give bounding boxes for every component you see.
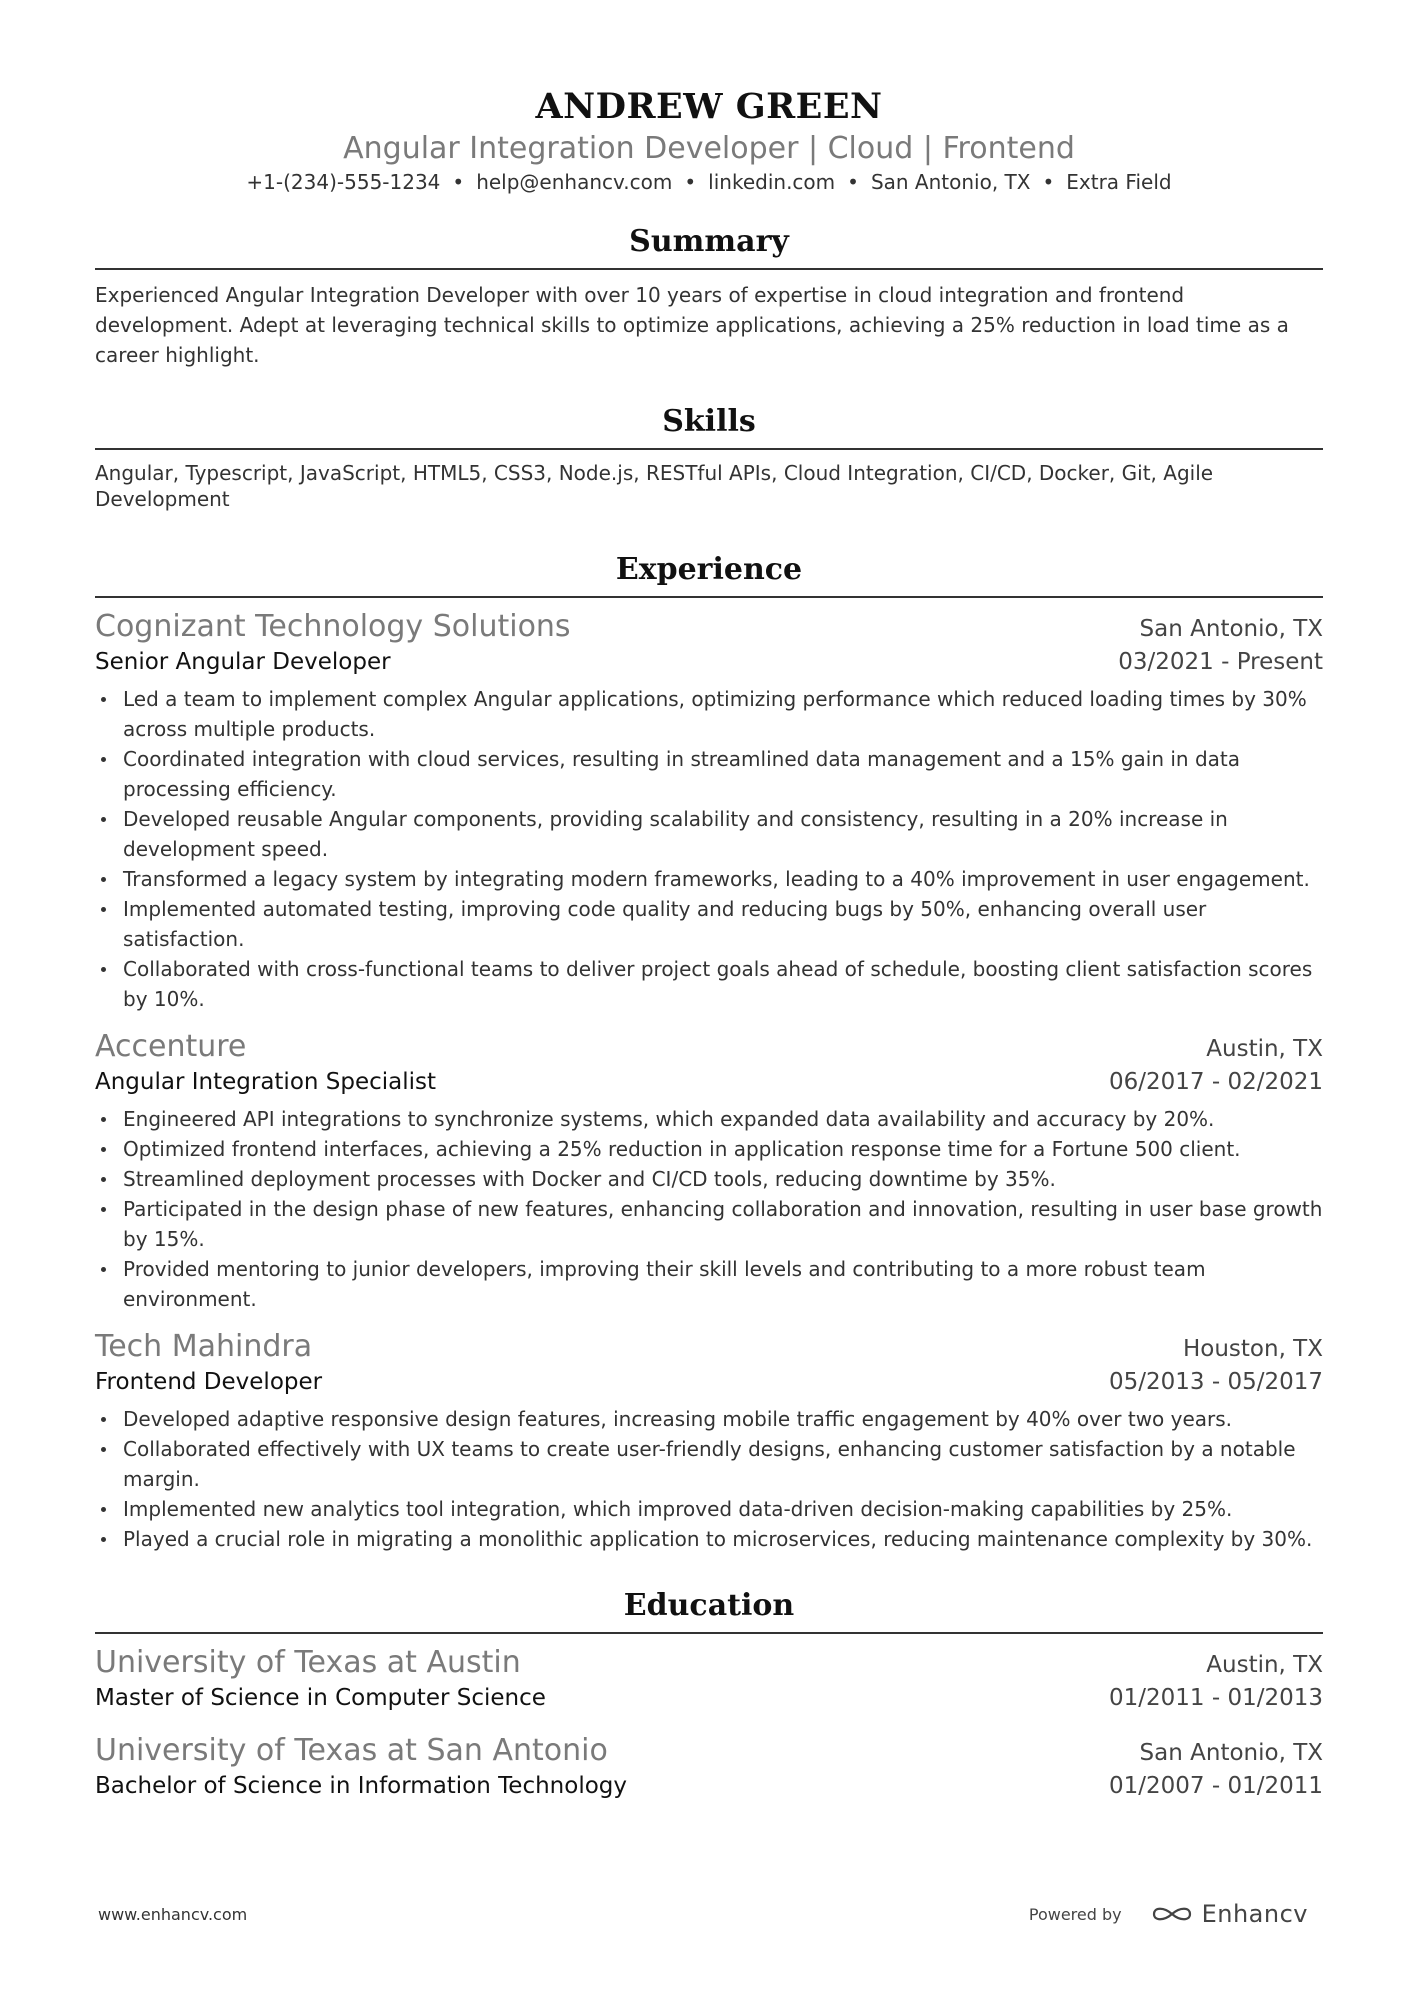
entry-header: [95, 608, 1323, 646]
bullet-text: Transformed a legacy system by integrating modern frameworks, leading to a 40% improvement in user engagement.: [123, 867, 1310, 891]
contact-separator: •: [1042, 170, 1055, 194]
degree-name: Bachelor of Science in Information Technology: [95, 1773, 627, 1799]
bullet-item: [95, 1194, 1323, 1254]
entry-header: [95, 1328, 1323, 1366]
footer-website-link[interactable]: www.enhancv.com: [98, 1904, 248, 1924]
job-location: Houston, TX: [1182, 1336, 1323, 1362]
bullet-dot-icon: [101, 1147, 106, 1152]
contact-linkedin: linkedin.com: [708, 170, 836, 194]
page-footer: [98, 1900, 1308, 1928]
job-dates: 06/2017 - 02/2021: [1108, 1069, 1323, 1095]
entry-subheader: [95, 1366, 1323, 1398]
job-dates: 03/2021 - Present: [1118, 649, 1323, 675]
bullet-item: [95, 1434, 1323, 1494]
bullet-dot-icon: [101, 817, 106, 822]
company-name: Tech Mahindra: [95, 1329, 313, 1364]
bullet-dot-icon: [101, 1117, 106, 1122]
education-dates: 01/2011 - 01/2013: [1108, 1685, 1323, 1711]
brand-link[interactable]: [1150, 1900, 1308, 1928]
bullet-dot-icon: [101, 1537, 106, 1542]
summary-text: Experienced Angular Integration Developer with over 10 years of expertise in cloud integration and frontend development. Adept at leveraging technical skills to optimize applications, achieving a 25% reduction in load time as a career highlight.: [95, 283, 1289, 367]
bullet-item: [95, 894, 1323, 954]
bullet-dot-icon: [101, 1417, 106, 1422]
job-title: Frontend Developer: [95, 1369, 323, 1395]
bullet-text: Developed adaptive responsive design features, increasing mobile traffic engagement by 40% over two years.: [123, 1407, 1233, 1431]
education-entry: [95, 1644, 1323, 1714]
bullet-text: Collaborated effectively with UX teams to create user-friendly designs, enhancing customer satisfaction by a notable margin.: [123, 1437, 1296, 1491]
bullet-item: [95, 1254, 1323, 1314]
school-name: University of Texas at Austin: [95, 1645, 521, 1680]
contact-separator: •: [684, 170, 697, 194]
bullet-text: Played a crucial role in migrating a monolithic application to microservices, reducing maintenance complexity by 30%.: [123, 1527, 1313, 1551]
powered-by-label: Powered by: [1028, 1904, 1122, 1924]
education-dates: 01/2007 - 01/2011: [1108, 1773, 1323, 1799]
bullet-item: [95, 804, 1323, 864]
resume-header: [95, 86, 1323, 196]
bullet-item: [95, 954, 1323, 1014]
summary-title: Summary: [95, 222, 1323, 270]
bullet-text: Optimized frontend interfaces, achieving a 25% reduction in application response time for a Fortune 500 client.: [123, 1137, 1241, 1161]
job-title: Senior Angular Developer: [95, 649, 391, 675]
company-name: Accenture: [95, 1029, 247, 1064]
entry-subheader: [95, 1770, 1323, 1802]
bullet-dot-icon: [101, 1267, 106, 1272]
education-entry: [95, 1732, 1323, 1802]
skills-section: [95, 402, 1323, 512]
education-title: Education: [95, 1586, 1323, 1634]
contact-separator: •: [452, 170, 465, 194]
skills-title: Skills: [95, 402, 1323, 450]
experience-entry: [95, 1028, 1323, 1314]
job-location: Austin, TX: [1206, 1036, 1323, 1062]
entry-subheader: [95, 1682, 1323, 1714]
degree-name: Master of Science in Computer Science: [95, 1685, 546, 1711]
bullet-item: [95, 684, 1323, 744]
school-name: University of Texas at San Antonio: [95, 1733, 608, 1768]
job-bullets: [95, 1104, 1323, 1314]
bullet-item: [95, 1524, 1323, 1554]
bullet-dot-icon: [101, 1447, 106, 1452]
bullet-item: [95, 864, 1323, 894]
brand-name: Enhancv: [1201, 1900, 1308, 1928]
resume-page: [95, 0, 1323, 1802]
bullet-dot-icon: [101, 1207, 106, 1212]
bullet-dot-icon: [101, 907, 106, 912]
experience-section: [95, 550, 1323, 1554]
company-name: Cognizant Technology Solutions: [95, 609, 571, 644]
contact-phone: +1-(234)-555-1234: [246, 170, 441, 194]
bullet-item: [95, 1404, 1323, 1434]
contact-separator: •: [847, 170, 859, 194]
entry-subheader: [95, 1066, 1323, 1098]
job-bullets: [95, 1404, 1323, 1554]
job-title: Angular Integration Specialist: [95, 1069, 437, 1095]
entry-header: [95, 1644, 1323, 1682]
enhancv-logo-icon: [1150, 1903, 1194, 1925]
bullet-item: [95, 1164, 1323, 1194]
contact-email: help@enhancv.com: [476, 170, 673, 194]
school-location: San Antonio, TX: [1139, 1740, 1323, 1766]
bullet-text: Provided mentoring to junior developers, improving their skill levels and contributing to a more robust team environment.: [123, 1257, 1206, 1311]
experience-entry: [95, 608, 1323, 1014]
candidate-name: ANDREW GREEN: [535, 86, 883, 127]
job-bullets: [95, 684, 1323, 1014]
contact-line: [95, 168, 1323, 196]
job-dates: 05/2013 - 05/2017: [1108, 1369, 1323, 1395]
bullet-text: Collaborated with cross-functional teams to deliver project goals ahead of schedule, boosting client satisfaction scores by 10%.: [123, 957, 1313, 1011]
bullet-text: Led a team to implement complex Angular applications, optimizing performance which reduced loading times by 30% across multiple products.: [123, 687, 1307, 741]
bullet-text: Streamlined deployment processes with Docker and CI/CD tools, reducing downtime by 35%.: [123, 1167, 1056, 1191]
experience-title: Experience: [95, 550, 1323, 598]
bullet-text: Coordinated integration with cloud services, resulting in streamlined data management and a 15% gain in data processing efficiency.: [123, 747, 1241, 801]
education-section: [95, 1586, 1323, 1802]
job-location: San Antonio, TX: [1139, 616, 1323, 642]
contact-extra-field: Extra Field: [1066, 170, 1172, 194]
footer-branding: [1029, 1900, 1308, 1928]
entry-subheader: [95, 646, 1323, 678]
bullet-text: Developed reusable Angular components, providing scalability and consistency, resulting in a 20% increase in development speed.: [123, 807, 1228, 861]
bullet-text: Implemented automated testing, improving code quality and reducing bugs by 50%, enhancing overall user satisfaction.: [123, 897, 1207, 951]
contact-location: San Antonio, TX: [870, 170, 1031, 194]
bullet-dot-icon: [101, 1507, 106, 1512]
bullet-text: Implemented new analytics tool integration, which improved data-driven decision-making capabilities by 25%.: [123, 1497, 1233, 1521]
entry-header: [95, 1028, 1323, 1066]
bullet-item: [95, 744, 1323, 804]
bullet-dot-icon: [101, 697, 106, 702]
bullet-item: [95, 1134, 1323, 1164]
bullet-dot-icon: [101, 967, 106, 972]
candidate-headline: Angular Integration Developer | Cloud | Frontend: [343, 131, 1075, 166]
experience-entry: [95, 1328, 1323, 1554]
bullet-item: [95, 1494, 1323, 1524]
entry-header: [95, 1732, 1323, 1770]
bullet-text: Engineered API integrations to synchronize systems, which expanded data availability and accuracy by 20%.: [123, 1107, 1215, 1131]
skills-text: Angular, Typescript, JavaScript, HTML5, CSS3, Node.js, RESTful APIs, Cloud Integration, CI/CD, Docker, Git, Agile Development: [95, 461, 1214, 511]
summary-section: [95, 222, 1323, 370]
bullet-dot-icon: [101, 877, 106, 882]
bullet-text: Participated in the design phase of new features, enhancing collaboration and innovation, resulting in user base growth by 15%.: [123, 1197, 1323, 1251]
bullet-dot-icon: [101, 1177, 106, 1182]
bullet-item: [95, 1104, 1323, 1134]
school-location: Austin, TX: [1206, 1652, 1323, 1678]
bullet-dot-icon: [101, 757, 106, 762]
